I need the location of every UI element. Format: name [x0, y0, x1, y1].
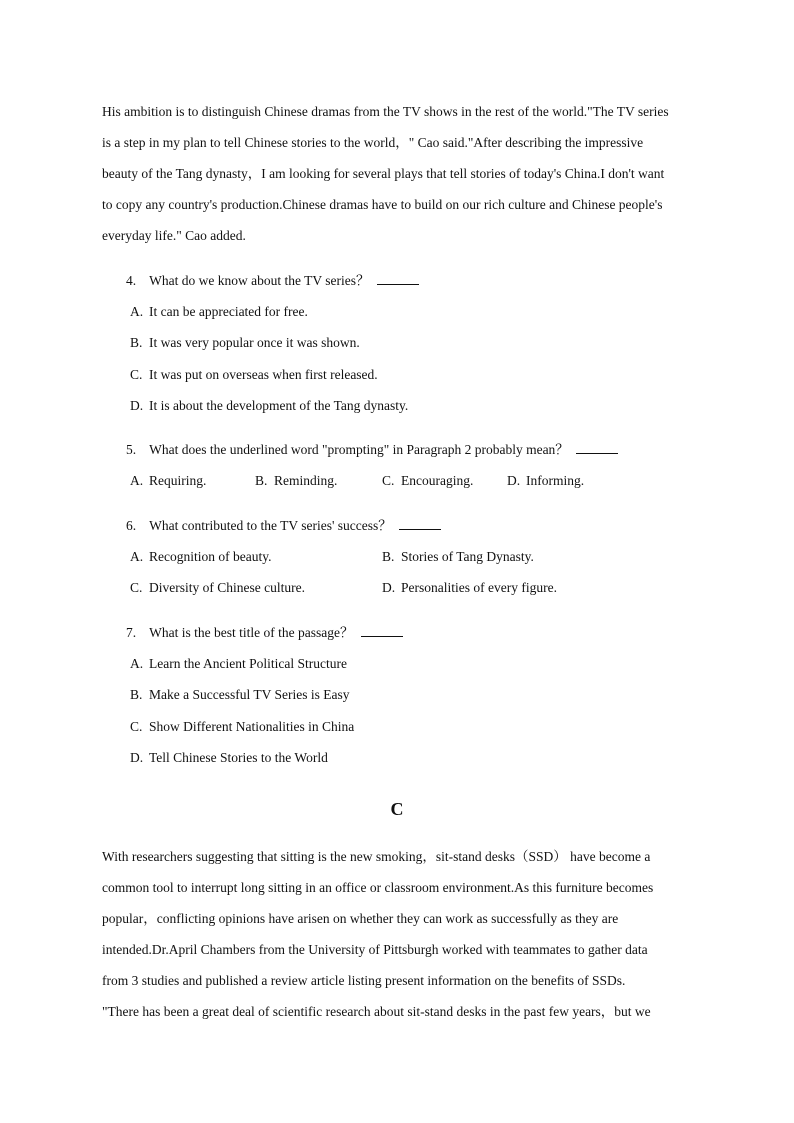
option-c: [382, 471, 473, 491]
option-letter: A.: [130, 656, 144, 671]
text-line: "There has been a great deal of scientific research about sit-stand desks in the past few years，but we: [102, 1004, 651, 1019]
question-stem: [126, 440, 618, 460]
option-text: Tell Chinese Stories to the World: [149, 750, 328, 765]
question-stem: [126, 271, 419, 291]
question-number: 7.: [126, 625, 137, 640]
option-c: [130, 717, 354, 737]
option-letter: D.: [130, 750, 144, 765]
option-letter: D.: [382, 580, 396, 595]
passage-b-closing-paragraph: [102, 96, 702, 251]
text-line: His ambition is to distinguish Chinese dramas from the TV shows in the rest of the world."The TV series: [102, 104, 669, 119]
option-text: Stories of Tang Dynasty.: [401, 549, 534, 564]
option-text: Diversity of Chinese culture.: [149, 580, 305, 595]
option-b: [130, 333, 360, 353]
option-a: [130, 471, 206, 491]
question-number: 5.: [126, 442, 137, 457]
option-text: Recognition of beauty.: [149, 549, 272, 564]
option-text: Learn the Ancient Political Structure: [149, 656, 347, 671]
option-text: Requiring.: [149, 473, 207, 488]
option-text: Reminding.: [274, 473, 338, 488]
option-text: It was put on overseas when first released.: [149, 367, 378, 382]
text-line: from 3 studies and published a review article listing present information on the benefits of SSDs.: [102, 973, 626, 988]
text-line: is a step in my plan to tell Chinese stories to the world，" Cao said."After describing the impressive: [102, 135, 644, 150]
option-a: [130, 302, 308, 322]
option-text: Encouraging.: [401, 473, 474, 488]
question-text: What is the best title of the passage？: [149, 625, 354, 640]
option-letter: D.: [130, 398, 144, 413]
question-number: 6.: [126, 518, 137, 533]
option-a: [130, 547, 271, 567]
option-text: Informing.: [526, 473, 585, 488]
option-b: [382, 547, 534, 567]
option-d: [130, 748, 328, 768]
text-line: everyday life." Cao added.: [102, 228, 246, 243]
option-c: [130, 365, 378, 385]
option-letter: A.: [130, 549, 144, 564]
text-line: With researchers suggesting that sitting is the new smoking，sit-stand desks（SSD） have become a: [102, 849, 651, 864]
option-letter: C.: [130, 580, 143, 595]
section-heading: C: [390, 799, 404, 819]
text-line: intended.Dr.April Chambers from the University of Pittsburgh worked with teammates to gather data: [102, 942, 648, 957]
option-a: [130, 654, 347, 674]
option-b: [130, 685, 349, 705]
option-letter: B.: [130, 335, 143, 350]
answer-blank: [399, 517, 441, 530]
answer-blank: [576, 441, 618, 454]
text-line: common tool to interrupt long sitting in an office or classroom environment.As this furniture becomes: [102, 880, 654, 895]
answer-blank: [361, 624, 403, 637]
answer-blank: [377, 272, 419, 285]
option-d: [507, 471, 584, 491]
option-text: Personalities of every figure.: [401, 580, 557, 595]
question-text: What contributed to the TV series' success？: [149, 518, 392, 533]
text-line: popular，conflicting opinions have arisen on whether they can work as successfully as they are: [102, 911, 619, 926]
passage-c-paragraph: [102, 841, 702, 1027]
question-text: What do we know about the TV series？: [149, 273, 370, 288]
option-letter: B.: [130, 687, 143, 702]
text-line: to copy any country's production.Chinese dramas have to build on our rich culture and Chinese people's: [102, 197, 663, 212]
option-letter: C.: [130, 719, 143, 734]
question-stem: [126, 516, 441, 536]
option-text: It can be appreciated for free.: [149, 304, 308, 319]
option-letter: B.: [255, 473, 268, 488]
option-letter: B.: [382, 549, 395, 564]
question-text: What does the underlined word "prompting" in Paragraph 2 probably mean？: [149, 442, 569, 457]
option-d: [382, 578, 557, 598]
option-text: It is about the development of the Tang dynasty.: [149, 398, 409, 413]
option-letter: C.: [130, 367, 143, 382]
option-letter: A.: [130, 304, 144, 319]
option-c: [130, 578, 305, 598]
option-letter: C.: [382, 473, 395, 488]
option-text: It was very popular once it was shown.: [149, 335, 360, 350]
option-d: [130, 396, 408, 416]
question-number: 4.: [126, 273, 137, 288]
option-text: Show Different Nationalities in China: [149, 719, 355, 734]
option-text: Make a Successful TV Series is Easy: [149, 687, 350, 702]
option-letter: D.: [507, 473, 521, 488]
option-b: [255, 471, 337, 491]
text-line: beauty of the Tang dynasty，I am looking for several plays that tell stories of today's China.I don't want: [102, 166, 665, 181]
option-letter: A.: [130, 473, 144, 488]
question-stem: [126, 623, 403, 643]
